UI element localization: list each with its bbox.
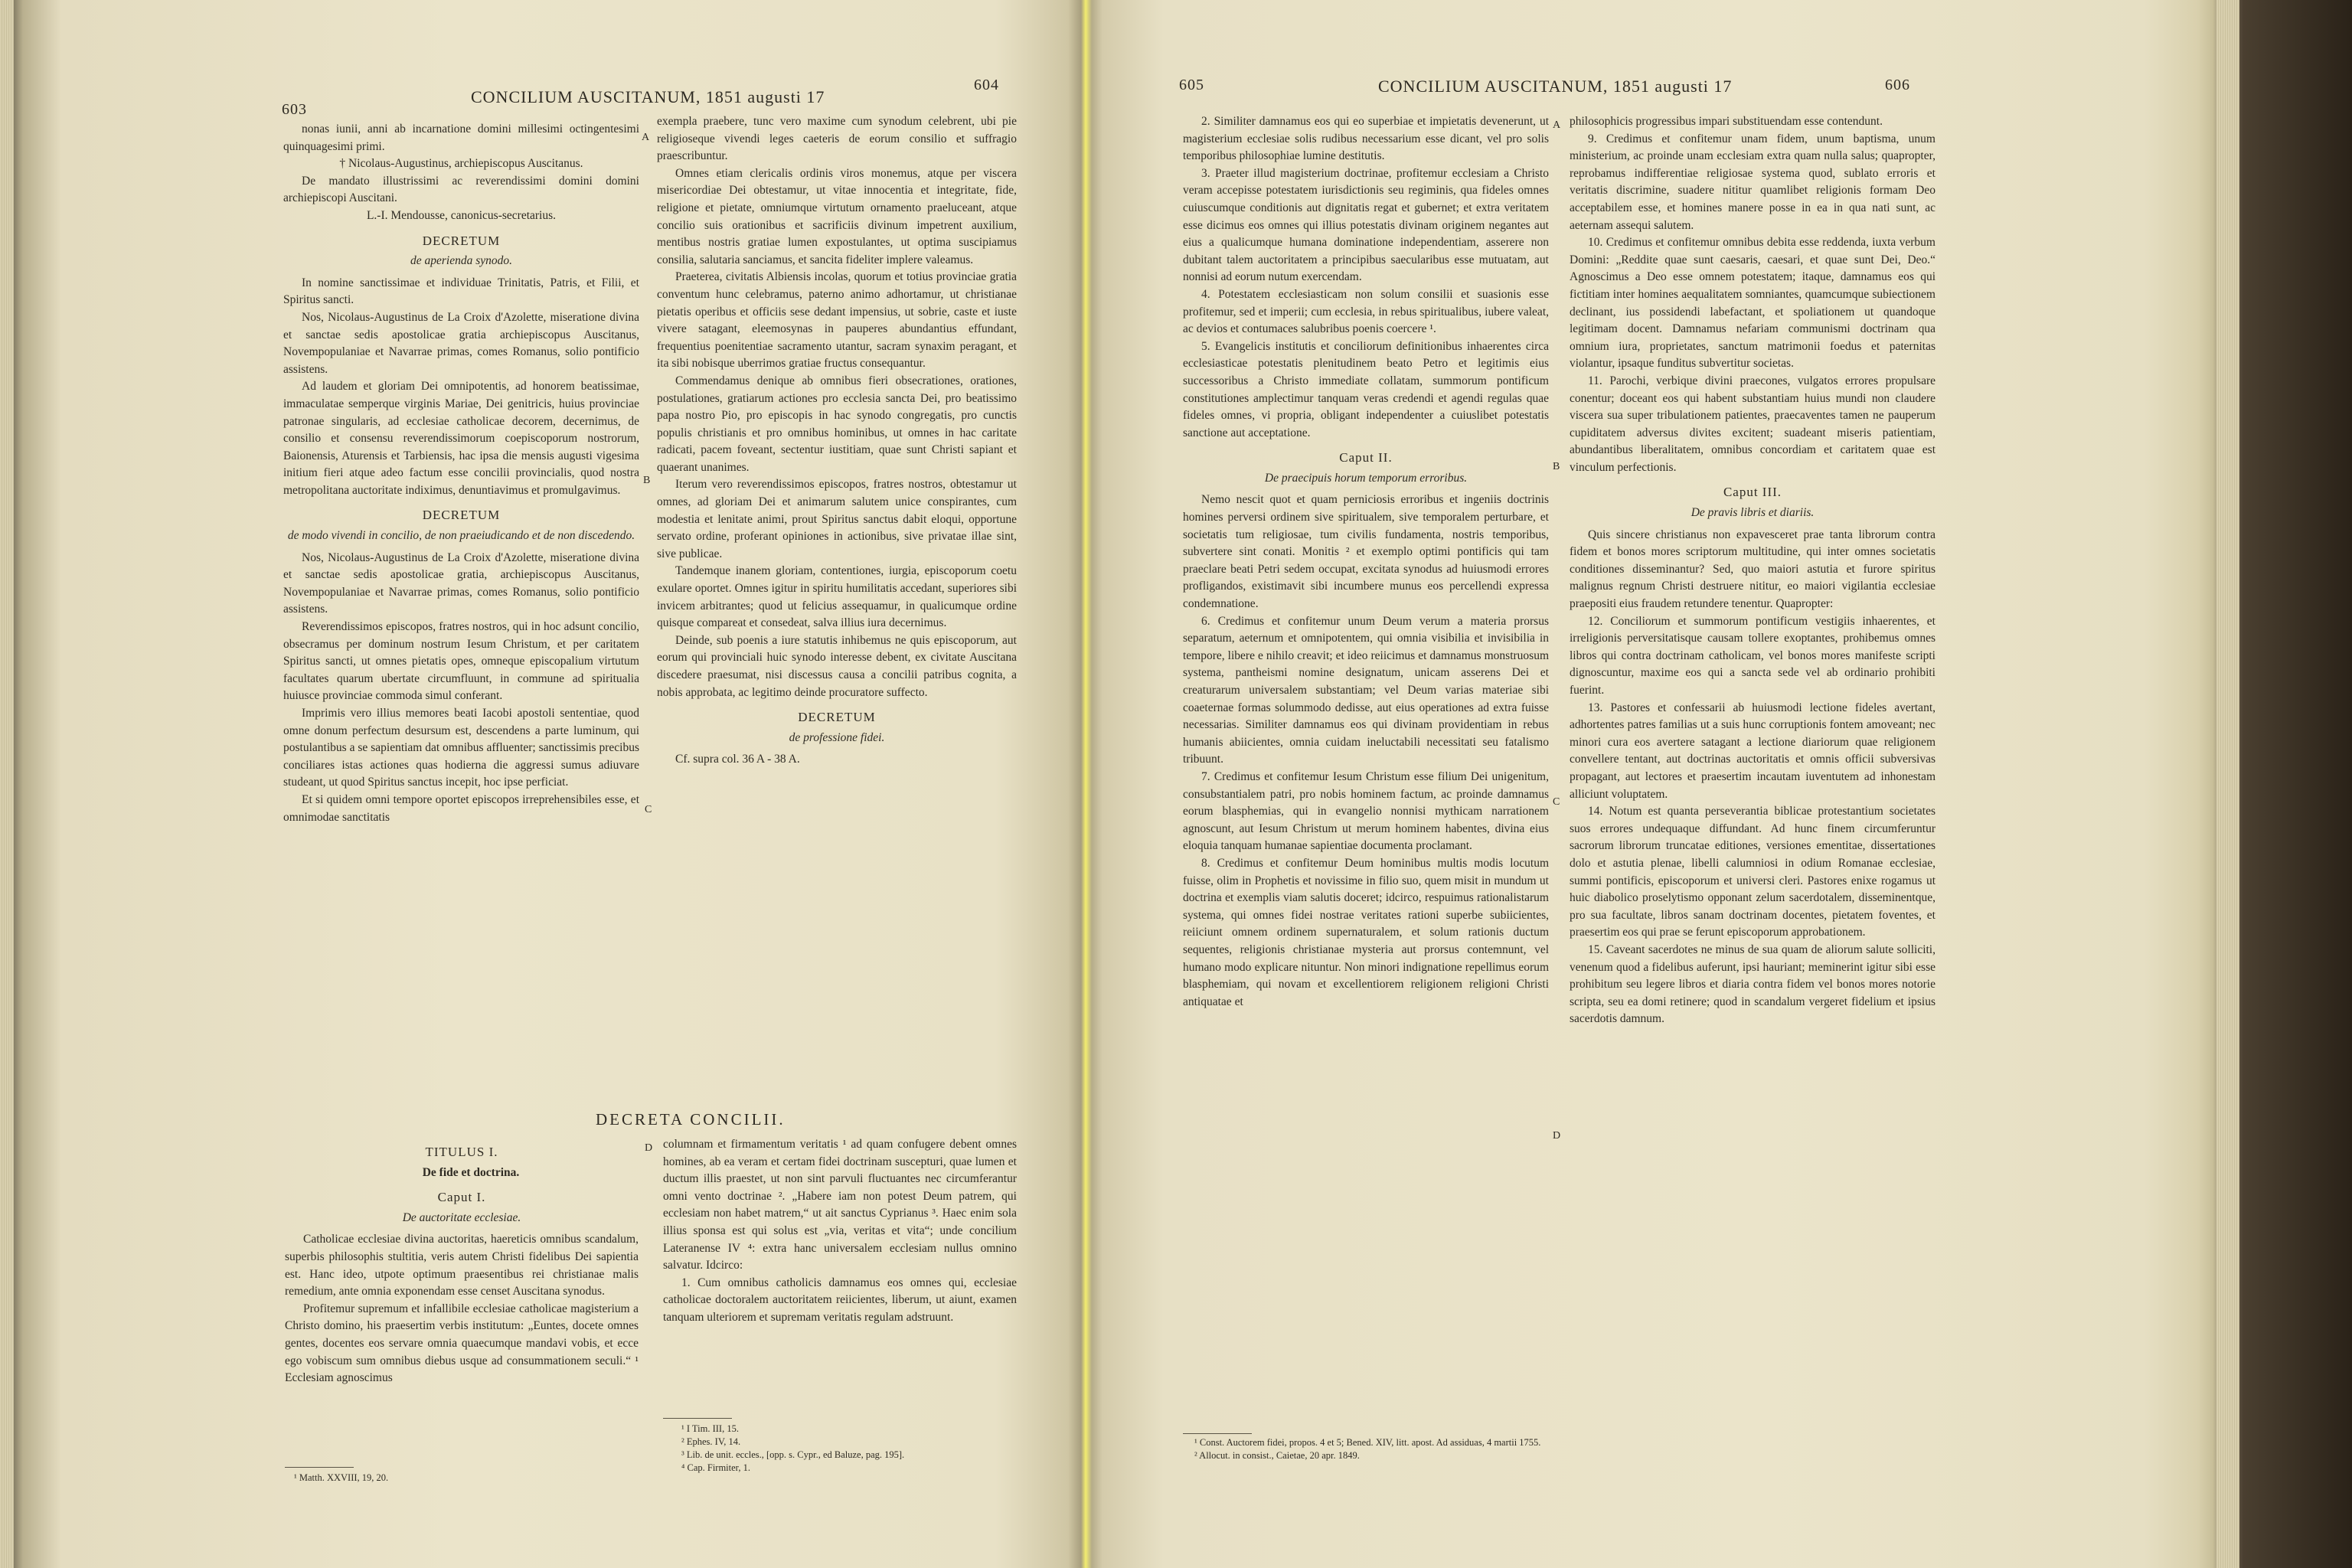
paragraph: 14. Notum est quanta perseverantia biblicae protestantium societates suos errores undequaque diffundant. Ad hunc finem circumferuntur sacrorum librorum truncatae editiones, versiones ementitae, dissertationes dolo et astutia plenae, libelli calumniosi in odium Romanae ecclesiae, summi pontificis, episcoporum et universi cleri. Pastores enixe rogamus ut huic diabolico proselytismo opponant zelum sacerdotalem, disseminentque, pro sua facultate, libros sanam doctrinam docentes, pietatem foventes, et praesertim eos qui prae se ferunt episcoporum approbationem. — [1570, 805, 1936, 939]
left-column-3 — [285, 1136, 639, 1387]
page-number-outer: 603 — [282, 101, 307, 118]
paragraph: 6. Credimus et confitemur unum Deum verum a materia prorsus separatum, aeternum et omnipotentem, qui omnia visibilia et invisibilia in tempore, libere e nihilo creavit; et ideo reiicimus et damnamus monstruosum systema, pantheismi nomine designatum, unicam asserens Dei et creaturarum universalem substantiam; vel Deum varias materiae sibi coaeternae formas solummodo dedisse, aut eius operationes ad extra fuisse necessarias. Similiter damnamus eos qui divinam providentiam in rebus humanis abiicientes, omnia cuidam ineluctabili necessitati seu fatalismo tribuunt. — [1183, 614, 1549, 766]
paragraph: Iterum vero reverendissimos episcopos, fratres nostros, obtestamur ut omnes, ad gloriam Dei et animarum salutem unice conspirantes, cum modestia et lenitate animi, prout Spiritus sanctus dabit eloqui, opportune servato ordine, proferant opiniones in actionibus, sive privatae illae sint, sive publicae. — [657, 478, 1017, 560]
paragraph: 9. Credimus et confitemur unam fidem, unum baptisma, unum ministerium, ac proinde unam ecclesiam extra quam nulla salus; quapropter, reprobamus indifferentiae religiosae systema quod, sublato erroris et veritatis discrimine, suadere nititur quamlibet religionis formam Deo acceptabilem esse, et homines manere posse in ea in qua nati sunt, ac aeternam assequi salutem. — [1570, 132, 1936, 232]
footnote: ¹ Const. Auctorem fidei, propos. 4 et 5; Bened. XIV, litt. apost. Ad assiduas, 4 martii 1755. — [1194, 1437, 1541, 1448]
footnote: ³ Lib. de unit. eccles., [opp. s. Cypr., ed Baluze, pag. 195]. — [681, 1449, 905, 1460]
paragraph: exempla praebere, tunc vero maxime cum synodum celebrent, ubi pie religioseque vivendi leges caeteris de eorum consilio et suffragio praescribuntur. — [657, 115, 1017, 163]
page-number-outer: 606 — [1885, 77, 1910, 93]
running-header: CONCILIUM AUSCITANUM, 1851 augusti 17 — [471, 87, 825, 106]
paragraph: columnam et firmamentum veritatis ¹ ad quam confugere debent omnes homines, ab ea veram et certam fidei doctrinam suscepturi, quae lumen et ductum illis praestet, ut non sint parvuli fluctuantes nec circumferantur omni vento doctrinae ². „Habere iam non potest Deum patrem, qui ecclesiam non habet matrem,“ ut ait sanctus Cyprianus ³. Haec enim sola illius sponsa est qui solus est „via, veritas et vita“; unde concilium Lateranense IV ⁴: extra hanc universalem ecclesiam nullus omnino salvatur. Idcirco: — [663, 1138, 1017, 1272]
paragraph: 13. Pastores et confessarii ab huiusmodi lectione fideles avertant, adhortentes patres familias ut a suis hunc corruptionis fontem amoveant; nec minori cura eos avertere satagant a lectione diariorum quae religionem convellere tentant, aut doctrinas auctoritatis et omnis officii subversivas propagant, aut lectores et praesertim incautam iuventutem ad inhonestam alliciunt voluptatem. — [1570, 701, 1936, 801]
section-subtitle: de modo vivendi in concilio, de non praeiudicando et de non discedendo. — [287, 529, 635, 543]
margin-letter-b: B — [643, 475, 651, 486]
decreta-concilii-heading: DECRETA CONCILII. — [596, 1110, 786, 1129]
paragraph: 3. Praeter illud magisterium doctrinae, profitemur ecclesiam a Christo veram accepisse potestatem iurisdictionis seu regiminis, qua fideles omnes cuiuscumque conditionis aut dignitatis regat et gubernet; et extra veritatem esse dicimus eos omnes qui illius potestatis divinam originem negantes aut eius a qualicumque humana dominatione independentiam, asserere non dubitant talem auctoritatem a principibus saecularibus esse mutuatam, aut nonnisi ad eorum nutum exercendam. — [1183, 166, 1549, 284]
title-subheading: De fide et doctrina. — [422, 1165, 520, 1179]
footnote: ¹ Matth. XXVIII, 19, 20. — [294, 1472, 389, 1483]
margin-letter-c: C — [645, 804, 652, 815]
footnote: ¹ I Tim. III, 15. — [681, 1423, 739, 1434]
footnote: ⁴ Cap. Firmiter, 1. — [681, 1462, 750, 1473]
paragraph: Nos, Nicolaus-Augustinus de La Croix d'Azolette, miseratione divina et sanctae sedis apostolicae gratia, archiepiscopus Auscitanus, Novempopulaniae et Navarrae primas, comes Romanus, solio pontificio assistens. — [283, 550, 639, 616]
paragraph: Commendamus denique ab omnibus fieri obsecrationes, orationes, postulationes, gratiarum actiones pro ecclesia sancta Dei, pro beatissimo papa nostro Pio, pro episcopis in hac synodo congregatis, pro cunctis populis christianis et pro omnibus hominibus, ut omnes in hac caritate radicati, pacem foveant, sectentur iustitiam, quae sunt Christi sapiant et quaerant unanimes. — [657, 374, 1017, 474]
right-page-edges — [2216, 0, 2239, 1568]
paragraph: 7. Credimus et confitemur Iesum Christum esse filium Dei unigenitum, consubstantialem patri, pro nobis hominem factum, ac proinde damnamus eorum blasphemias, qui in evangelio nonnisi mythicam narrationem agnoscunt, aut Iesum Christum ut merum hominem habentes, divina eius eloquia tanquam humanae sapientiae documenta proclamant. — [1183, 769, 1549, 853]
paragraph: Catholicae ecclesiae divina auctoritas, haereticis omnibus scandalum, superbis philosophis stultitia, veris autem Christi fidelibus Dei sapientia est. Hanc ideo, utpote optimum praesentibus rei christianae malis remedium, ante omnia exponendam esse censet Auscitana synodus. — [285, 1233, 639, 1298]
paragraph: In nomine sanctissimae et individuae Trinitatis, Patris, et Filii, et Spiritus sancti. — [283, 276, 639, 307]
signature-line: L.-I. Mendousse, canonicus-secretarius. — [366, 208, 557, 222]
paragraph: De mandato illustrissimi ac reverendissimi domini domini archiepiscopi Auscitani. — [283, 174, 639, 205]
section-heading: Caput II. — [1339, 450, 1393, 466]
left-column-2 — [657, 113, 1017, 769]
footnote-rule — [663, 1418, 732, 1419]
right-column-1 — [1183, 113, 1549, 1011]
section-heading: Caput III. — [1723, 485, 1782, 500]
paragraph: 11. Parochi, verbique divini praecones, vulgatos errores propulsare conentur; doceant eos qui habent substantiam huius mundi non claudere viscera sua super tribulationem patientes, praecaventes tamen ne pauperum cupiditatem adversus divites excitent; suadeant miseris patientiam, abundantibus liberalitatem, omnibus concordiam et caritatem quae est vinculum perfectionis. — [1570, 374, 1936, 474]
paragraph: Profitemur supremum et infallibile ecclesiae catholicae magisterium a Christo domino, his praesertim verbis institutum: „Euntes, docete omnes gentes, docentes eos servare omnia quaecumque mandavi vobis, et ecce ego vobiscum sum omnibus diebus usque ad consummationem seculi.“ ¹ Ecclesiam agnoscimus — [285, 1302, 639, 1385]
running-header: CONCILIUM AUSCITANUM, 1851 augusti 17 — [1378, 77, 1733, 96]
footnote-rule — [285, 1467, 354, 1468]
left-page-edges — [0, 0, 14, 1568]
paragraph: Cf. supra col. 36 A - 38 A. — [675, 753, 800, 766]
paragraph: Nos, Nicolaus-Augustinus de La Croix d'Azolette, miseratione divina et sanctae sedis apostolicae gratia archiepiscopus Auscitanus, Novempopulaniae et Navarrae primas, comes Romanus, solio pontificio assistens. — [283, 310, 639, 376]
paragraph: Deinde, sub poenis a iure statutis inhibemus ne quis episcoporum, aut eorum qui provinciali huic synodo interesse debent, ex civitate Auscitana discedere praesumat, nisi discessus causa a concilii patribus cognita, a nobis approbata, ac legitimo deinde procuratore suffecto. — [657, 633, 1017, 699]
paragraph: 1. Cum omnibus catholicis damnamus eos omnes qui, ecclesiae catholicae doctoralem auctoritatem reiicientes, liberum, ut aiunt, examen tanquam ulteriorem et supremam veritatis regulam adstruunt. — [663, 1276, 1017, 1324]
paragraph: Imprimis vero illius memores beati Iacobi apostoli sententiae, quod omne donum perfectum desursum est, descendens a parte luminum, qui postulantibus a se sapientiam dat omnibus affluenter; sanctissimis precibus conciliares istas actiones quas hodierna die aggressi sumus adiuvare studeant, ut quod Spiritus sanctus incepit, hoc ipse perficiat. — [283, 707, 639, 789]
section-subtitle: De auctoritate ecclesiae. — [402, 1210, 521, 1224]
margin-letter-d: D — [1553, 1130, 1561, 1142]
section-subtitle: De pravis libris et diariis. — [1690, 506, 1815, 520]
paragraph: Omnes etiam clericalis ordinis viros monemus, atque per viscera misericordiae Dei obtestamur, ut vitae innocentia et integritate, fide, religione et pietate, omniumque virtutum ornamento praeluceant, atque concilio suis orationibus et sacrificiis divinum impetrent auxilium, mentibus nostris gratiae lumen expostulantes, ut optima suscipiamus consilia, salutaria sanciamus, et sancita fideliter implere valeamus. — [657, 166, 1017, 266]
margin-letter-b: B — [1553, 461, 1560, 472]
page-number-inner: 605 — [1179, 77, 1204, 93]
paragraph: 2. Similiter damnamus eos qui eo superbiae et impietatis devenerunt, ut magisterium ecclesiae solis rudibus necessarium esse dicant, vel pro solis temporibus philosophiae lumine destitutis. — [1183, 115, 1549, 163]
paragraph: Nemo nescit quot et quam perniciosis erroribus et ingeniis doctrinis homines perversi ordinem sive spiritualem, sive temporalem perturbare, et societatis tum religiosae, tum civilis fundamenta, nostris temporibus, subvertere sint conati. Monitis ² et exemplo optimi pontificis qui tam praeclare beati Petri sedem occupat, excitata synodus ad huiusmodi errores profligandos, existimavit sibi incumbere munus eos percellendi expressa condemnatione. — [1183, 493, 1549, 611]
margin-letter-d: D — [645, 1142, 653, 1154]
paragraph: 10. Credimus et confitemur omnibus debita esse reddenda, iuxta verbum Domini: „Reddite quae sunt caesaris, caesari, et quae sunt Dei, Deo.“ Agnoscimus a Deo esse omnem potestatem; itaque, damnamus eos qui fictitiam inter homines aequalitatem somniantes, quamcumque subiectionem declinant, ius possidendi labefactant, et spoliationem ut quandoque legitimam docent. Damnamus nefariam communismi doctrinam qua omnium iura, proprietates, sanctum matrimonii foedus et paternitas violantur, ipsaque funditus subvertitur societas. — [1570, 236, 1936, 371]
paragraph: 4. Potestatem ecclesiasticam non solum consilii et suasionis esse profitemur, sed et imperii; cum ecclesia, in rebus spiritualibus, iubere valeat, ac devios et contumaces salubribus poenis coercere ¹. — [1183, 287, 1549, 336]
section-heading: TITULUS I. — [425, 1145, 498, 1159]
paragraph: 15. Caveant sacerdotes ne minus de sua quam de aliorum salute solliciti, venenum quod a fidelibus auferunt, ipsi hauriant; meminerint igitur sibi esse prohibitum seu legere libros et diaria contra fidem vel bonos mores notorie scripta, seu ea domi retinere; quod in scandalum vergeret fidelium et ipsius sacerdotis damnum. — [1570, 942, 1936, 1026]
right-column-2 — [1570, 113, 1936, 1028]
paragraph: 12. Conciliorum et summorum pontificum vestigiis inhaerentes, et irreligionis perversitatisque causam tollere exoptantes, prohibemus omnes libros qui contra doctrinam catholicam, vel bonos mores manifeste scripti dignoscuntur, maxime eos qui a sancta sede vel ab ordinario prohibiti fuerint. — [1570, 614, 1936, 697]
footnote-rule — [1183, 1433, 1252, 1434]
footnote: ² Ephes. IV, 14. — [681, 1436, 741, 1447]
margin-letter-c: C — [1553, 796, 1560, 808]
section-subtitle: de professione fidei. — [789, 730, 885, 744]
right-footnotes — [1194, 1436, 1547, 1462]
left-footnotes-2 — [681, 1423, 1018, 1475]
section-heading: Caput I. — [437, 1190, 486, 1205]
margin-letter-a: A — [642, 132, 650, 143]
left-footnotes-1 — [294, 1472, 631, 1485]
paragraph: Et si quidem omni tempore oportet episcopos irreprehensibiles esse, et omnimodae sanctitatis — [283, 792, 639, 824]
section-heading: DECRETUM — [422, 508, 501, 523]
paragraph: Praeterea, civitatis Albiensis incolas, quorum et totius provinciae gratia conventum hunc celebramus, paterno animo adhortamur, ut christianae pietatis operibus et officiis sese dedant impensius, ut sobrie, caste et iuste vivere satagant, eleemosynas in pauperes abundantius effundant, frequentius poenitentiae sacramento utantur, sacram synaxim peragant, et ita sibi nobisque uberrimos gratiae fructus consequantur. — [657, 270, 1017, 371]
signature-line: † Nicolaus-Augustinus, archiepiscopus Auscitanus. — [339, 157, 583, 171]
left-column-4 — [663, 1136, 1017, 1327]
paragraph: Tandemque inanem gloriam, contentiones, iurgia, episcoporum coetu exulare oportet. Omnes igitur in spiritu humilitatis accedant, superiores sibi invicem arbitrantes; quod ut felicius assequamur, in qualicumque ordine quisque compareat et consedeat, salva illius iura decernimus. — [657, 564, 1017, 630]
section-heading: DECRETUM — [422, 233, 501, 248]
section-heading: DECRETUM — [798, 710, 876, 725]
paragraph: Reverendissimos episcopos, fratres nostros, qui in hoc adsunt concilio, obsecramus per dominum nostrum Iesum Christum, et per caritatem Spiritus sancti, ut omnes pietatis opes, omneque episcopalium virtutum facultates quarum ubertate circumfluunt, in commune ad spiritualia huiusce provinciae commoda simul conferant. — [283, 620, 639, 703]
paragraph: philosophicis progressibus impari substituendam esse contendunt. — [1570, 115, 1883, 128]
left-column-1 — [283, 121, 639, 826]
paragraph: Quis sincere christianus non expavesceret prae tanta librorum contra fidem et bonos mores scriptorum multitudine, qui inter omnes societatis conditiones disseminantur? Sed, quo maiori astutia et furore spiritus malignus regnum Christi destruere nititur, eo maiori vigilantia ecclesiae praepositi eius fraudem retundere tenentur. Quapropter: — [1570, 528, 1936, 611]
margin-letter-a: A — [1553, 119, 1561, 131]
paragraph: 8. Credimus et confitemur Deum hominibus multis modis locutum fuisse, olim in Prophetis et novissime in filio suo, quem misit in mundum ut doctrina et exemplis viam salutis doceret; idcirco, respuimus rationalistarum systema, qui omnes fidei nostrae veritates rationi superbe subiicientes, reiiciunt omnem ordinem supernaturalem, et solum rationis ductum sequentes, religionis christianae mysteria aut prorsus contemnunt, vel humano modo explicare nituntur. Non minori indignatione repellimus eorum blasphemiam, qui novam et excellentiorem religionem religioni Christi antiquatae et — [1183, 856, 1549, 1008]
paragraph: Ad laudem et gloriam Dei omnipotentis, ad honorem beatissimae, immaculatae semperque virginis Mariae, Dei genitricis, huius provinciae patronae singularis, ad ecclesiae catholicae decorem, decernimus, de consilio et consensu reverendissimorum coepiscoporum nostrorum, Baionensis, Aturensis et Tarbiensis, hac ipsa die mensis augusti vigesima initium fieri atque adeo factum esse concilii provincialis, quod nostra metropolitana auctoritate indiximus, denuntiavimus et promulgavimus. — [283, 380, 639, 497]
paragraph: 5. Evangelicis institutis et conciliorum definitionibus inhaerentes circa ecclesiasticae potestatis plenitudinem beato Petro et legitimis eius successoribus a Christo immediate collatam, summorum pontificum constitutiones amplectimur tanquam veras credendi et agendi regulas quae fideles omnes, vi propria, obligant independenter a cuiuslibet potestatis sanctione aut acceptatione. — [1183, 339, 1549, 439]
footnote: ² Allocut. in consist., Caietae, 20 apr. 1849. — [1194, 1450, 1360, 1461]
section-subtitle: de aperienda synodo. — [410, 254, 512, 268]
section-subtitle: De praecipuis horum temporum erroribus. — [1264, 471, 1468, 485]
paragraph: nonas iunii, anni ab incarnatione domini millesimi octingentesimi quinquagesimi primi. — [283, 122, 639, 153]
page-number-inner: 604 — [974, 77, 999, 93]
